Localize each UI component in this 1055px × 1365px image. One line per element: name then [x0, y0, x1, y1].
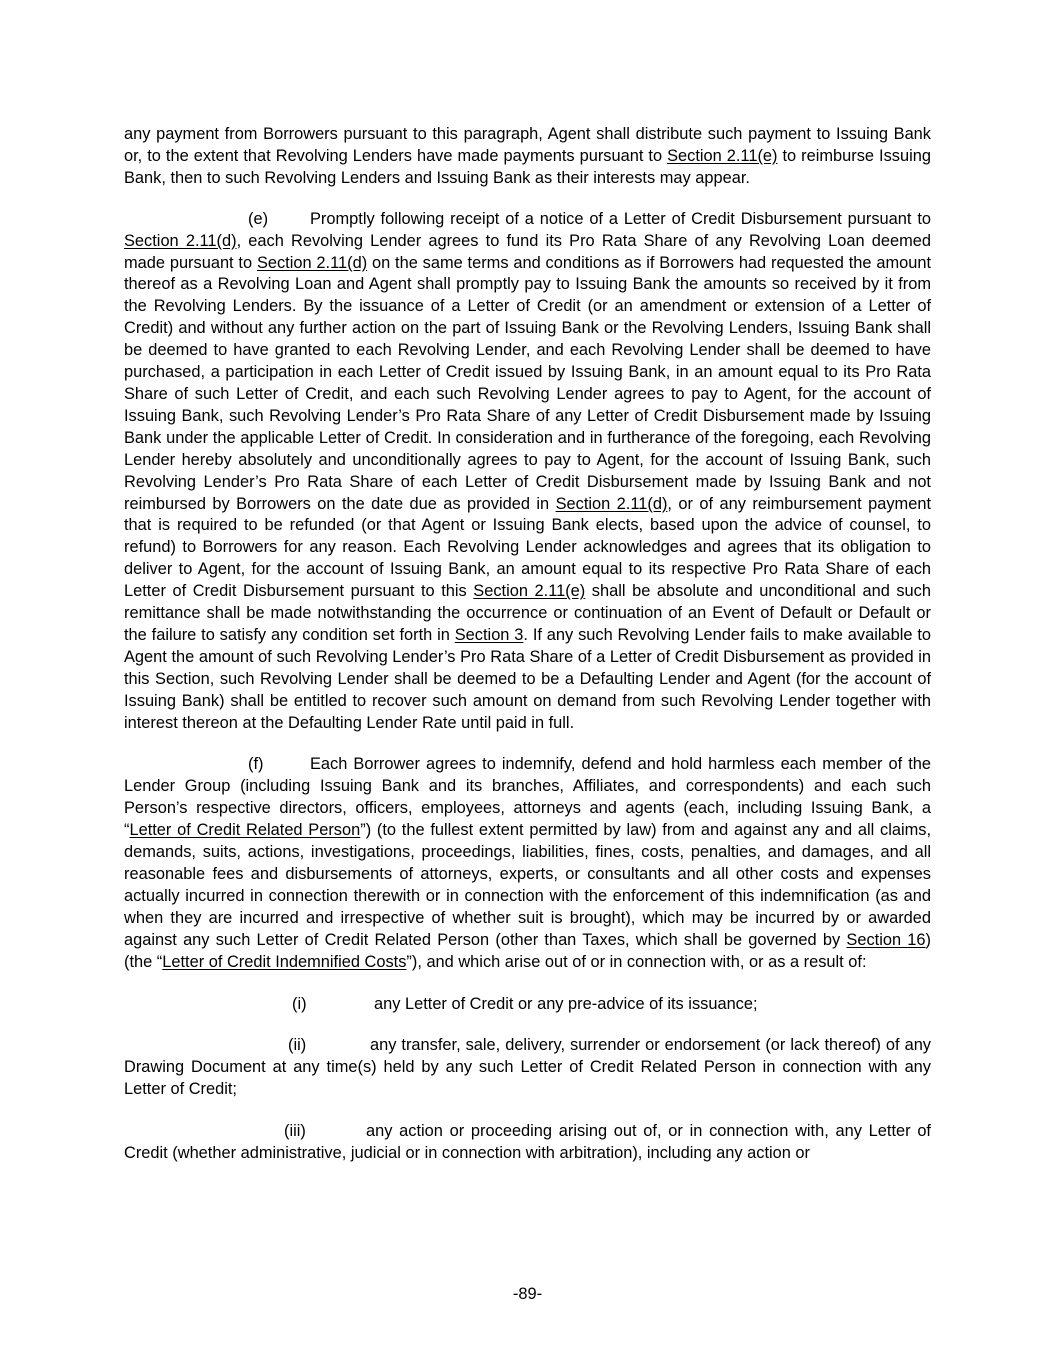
paragraph-text: to reimburse Issuing Bank, then to such Revolving Lenders and Issuing Bank as their interests may appear. [124, 146, 931, 187]
subitem-label: (i) [292, 994, 307, 1013]
section-reference: Section 16 [846, 930, 926, 949]
subitem-i [292, 994, 931, 1016]
document-page [124, 124, 931, 1185]
paragraph-e [124, 209, 931, 735]
paragraph-text: . If any such Revolving Lender fails to make available to Agent the amount of such Revolving Lender’s Pro Rata Share of a Letter of Credit Disbursement as provided in this Section, such Revolving Lender shall be deemed to be a Defaulting Lender and Agent (for the account of Issuing Bank) shall be entitled to recover such amount on demand from such Revolving Lender together with interest thereon at the Defaulting Lender Rate until paid in full. [124, 625, 931, 732]
subitem-text: any transfer, sale, delivery, surrender or endorsement (or lack thereof) of any Drawing Document at any time(s) held by any such Letter of Credit Related Person in connection with any Letter of Credit; [124, 1036, 931, 1099]
section-reference: Section 2.11(e) [667, 146, 778, 165]
section-reference: Section 3 [454, 625, 524, 644]
page-number: -89- [512, 1285, 543, 1303]
paragraph-continuation [124, 124, 931, 190]
defined-term: Letter of Credit Indemnified Costs [162, 952, 407, 971]
paragraph-text: , each Revolving Lender agrees to fund its Pro Rata Share of any Revolving Loan deemed made pursuant to [124, 231, 931, 272]
paragraph-text: Each Borrower agrees to indemnify, defend and hold harmless each member of the Lender Group (including Issuing Bank and its branches, Affiliates, and correspondents) and each such Person’s respective directors, officers, employees, attorneys and agents (each, including Issuing Bank, a “ [124, 755, 931, 840]
section-reference: Section 2.11(d) [124, 231, 237, 250]
subitem-text: any action or proceeding arising out of, or in connection with, any Letter of Credit (whether administrative, judicial or in connection with arbitration), including any action or [124, 1122, 931, 1163]
section-reference: Section 2.11(d) [555, 494, 668, 513]
section-reference: Section 2.11(d) [256, 253, 368, 272]
paragraph-text: any payment from Borrowers pursuant to this paragraph, Agent shall distribute such payment to Issuing Bank or, to the extent that Revolving Lenders have made payments pursuant to [124, 125, 931, 165]
subitem-text: any Letter of Credit or any pre-advice of its issuance; [374, 994, 758, 1013]
paragraph-text: ”) (to the fullest extent permitted by law) from and against any and all claims, demands, suits, actions, investigations, proceedings, liabilities, fines, costs, penalties, and damages, and all reasonable fees and disbursements of attorneys, experts, or consultants and all other costs and expenses actually incurred in connection therewith or in connection with the enforcement of this indemnification (as and when they are incurred and irrespective of whether suit is brought), which may be incurred by or awarded against any such Letter of Credit Related Person (other than Taxes, which shall be governed by [124, 821, 932, 949]
paragraph-label: (f) [248, 755, 264, 774]
subitem-label: (ii) [288, 1036, 307, 1055]
paragraph-text: on the same terms and conditions as if Borrowers had requested the amount thereof as a Revolving Loan and Agent shall promptly pay to Issuing Bank the amounts so received by it from the Revolving Lenders. By the issuance of a Letter of Credit (or an amendment or extension of a Letter of Credit) and without any further action on the part of Issuing Bank or the Revolving Lenders, Issuing Bank shall be deemed to have granted to each Revolving Lender, and each Revolving Lender shall be deemed to have purchased, a participation in each Letter of Credit issued by Issuing Bank, in an amount equal to its Pro Rata Share of such Letter of Credit, and each such Revolving Lender agrees to pay to Agent, for the account of Issuing Bank, such Revolving Lender’s Pro Rata Share of any Letter of Credit Disbursement made by Issuing Bank under the applicable Letter of Credit. In consideration and in furtherance of the foregoing, each Revolving Lender hereby absolutely and unconditionally agrees to pay to Agent, for the account of Issuing Bank, such Revolving Lender’s Pro Rata Share of each Letter of Credit Disbursement made by Issuing Bank and not reimbursed by Borrowers on the date due as provided in [124, 253, 931, 513]
subitem-ii [124, 1035, 931, 1101]
paragraph-label: (e) [248, 209, 269, 228]
paragraph-text: , or of any reimbursement payment that is required to be refunded (or that Agent or Issuing Bank elects, based upon the advice of counsel, to refund) to Borrowers for any reason. Each Revolving Lender acknowledges and agrees that its obligation to deliver to Agent, for the account of Issuing Bank, an amount equal to its respective Pro Rata Share of each Letter of Credit Disbursement pursuant to this [124, 494, 931, 601]
paragraph-text: Promptly following receipt of a notice of a Letter of Credit Disbursement pursuant to [310, 209, 931, 228]
defined-term: Letter of Credit Related Person [129, 821, 361, 840]
paragraph-text: shall be absolute and unconditional and such remittance shall be made notwithstanding the occurrence or continuation of an Event of Default or Default or the failure to satisfy any condition set forth in [124, 582, 931, 644]
paragraph-f [124, 754, 931, 973]
section-reference: Section 2.11(e) [473, 582, 586, 601]
subitem-iii [124, 1121, 931, 1165]
paragraph-text: ) (the “ [124, 930, 931, 971]
paragraph-text: ”), and which arise out of or in connection with, or as a result of: [406, 952, 867, 971]
subitem-label: (iii) [284, 1122, 306, 1141]
